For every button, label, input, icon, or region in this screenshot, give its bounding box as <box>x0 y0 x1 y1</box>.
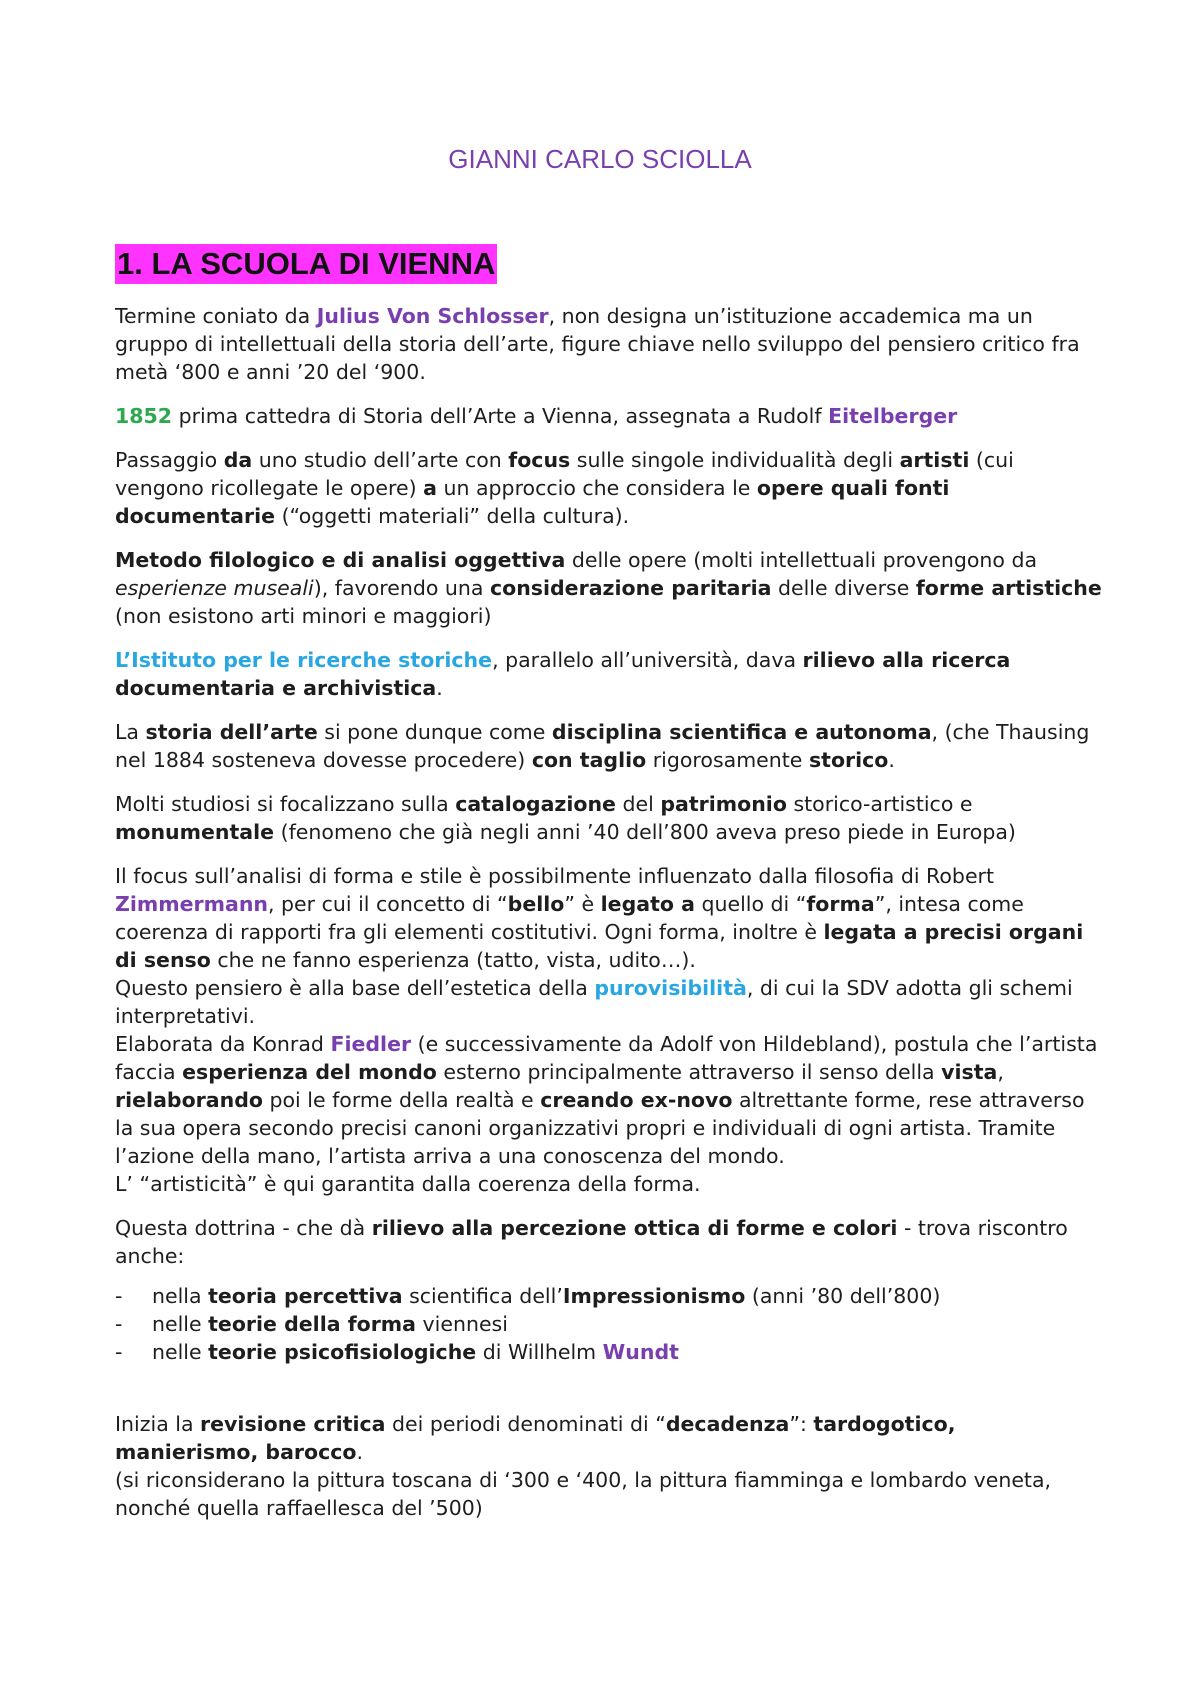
paragraph-revisione: Inizia la revisione critica dei periodi denominati di “decadenza”: tardogotico, manierismo, barocco. (si riconsiderano la pittura toscana di ‘300 e ‘400, la pittura fiamminga e lombardo veneta, nonché quella raffaellesca del ’500) <box>115 1412 1052 1520</box>
year-1852: 1852 <box>115 404 173 428</box>
name-zimmermann: Zimmermann <box>115 892 269 916</box>
paragraph-passaggio: Passaggio da uno studio dell’arte con focus sulle singole individualità degli artisti (cui vengono ricollegate le opere) a un approccio che considera le opere quali fonti documentarie (“oggetti materiali” della cultura). <box>115 448 1014 528</box>
list-item: - nelle teorie psicofisiologiche di Willhelm Wundt <box>115 1340 679 1364</box>
paragraph-focus: Il focus sull’analisi di forma e stile è possibilmente influenzato dalla filosofia di Robert Zimmermann, per cui il concetto di “bello” è legato a quello di “forma”, intesa come coerenza di rapporti fra gli elementi costitutivi. Ogni forma, inoltre è legata a precisi organi di senso che ne fanno esperienza (tatto, vista, udito…). Questo pensiero è alla base dell’estetica della purovisibilità, di cui la SDV adotta gli schemi interpretativi. Elaborata da Konrad Fiedler (e successivamente da Adolf von Hildebland), postula che l’artista faccia esperienza del mondo esterno principalmente attraverso il senso della vista, rielaborando poi le forme della realtà e creando ex-novo altrettante forme, rese attraverso la sua opera secondo precisi canoni organizzativi propri e individuali di ogni artista. Tramite l’azione della mano, l’artista arriva a una conoscenza del mondo. L’ “artisticità” è qui garantita dalla coerenza della forma. <box>115 864 1098 1196</box>
paragraph-storia: La storia dell’arte si pone dunque come disciplina scientifica e autonoma, (che Thausing nel 1884 sosteneva dovesse procedere) con taglio rigorosamente storico. <box>115 720 1090 772</box>
purovisibilita-highlight: purovisibilità <box>594 976 747 1000</box>
riscontro-list <box>115 1282 1105 1366</box>
document-body <box>115 302 1105 1538</box>
paragraph-metodo: Metodo filologico e di analisi oggettiva delle opere (molti intellettuali provengono da esperienze museali), favorendo una considerazione paritaria delle diverse forme artistiche (non esistono arti minori e maggiori) <box>115 548 1102 628</box>
paragraph-definition: Termine coniato da Julius Von Schlosser, non designa un’istituzione accademica ma un gruppo di intellettuali della storia dell’arte, figure chiave nello sviluppo del pensiero critico fra metà ‘800 e anni ’20 del ‘900. <box>115 304 1080 384</box>
name-schlosser: Julius Von Schlosser <box>316 304 549 328</box>
paragraph-catalogazione: Molti studiosi si focalizzano sulla catalogazione del patrimonio storico-artistico e monumentale (fenomeno che già negli anni ’40 dell’800 aveva preso piede in Europa) <box>115 792 1016 844</box>
name-eitelberger: Eitelberger <box>828 404 958 428</box>
paragraph-istituto: L’Istituto per le ricerche storiche, parallelo all’università, dava rilievo alla ricerca documentaria e archivistica. <box>115 648 1011 700</box>
list-item: - nelle teorie della forma viennesi <box>115 1312 508 1336</box>
name-fiedler: Fiedler <box>330 1032 412 1056</box>
document-title: GIANNI CARLO SCIOLLA <box>448 144 752 174</box>
name-wundt: Wundt <box>602 1340 679 1364</box>
paragraph-dottrina: Questa dottrina - che dà rilievo alla percezione ottica di forme e colori - trova riscontro anche: <box>115 1216 1068 1268</box>
istituto-highlight: L’Istituto per le ricerche storiche <box>115 648 493 672</box>
paragraph-1852: 1852 prima cattedra di Storia dell’Arte a Vienna, assegnata a Rudolf Eitelberger <box>115 404 958 428</box>
section-heading: 1. LA SCUOLA DI VIENNA <box>115 244 497 284</box>
list-item: - nella teoria percettiva scientifica dell’Impressionismo (anni ’80 dell’800) <box>115 1284 941 1308</box>
